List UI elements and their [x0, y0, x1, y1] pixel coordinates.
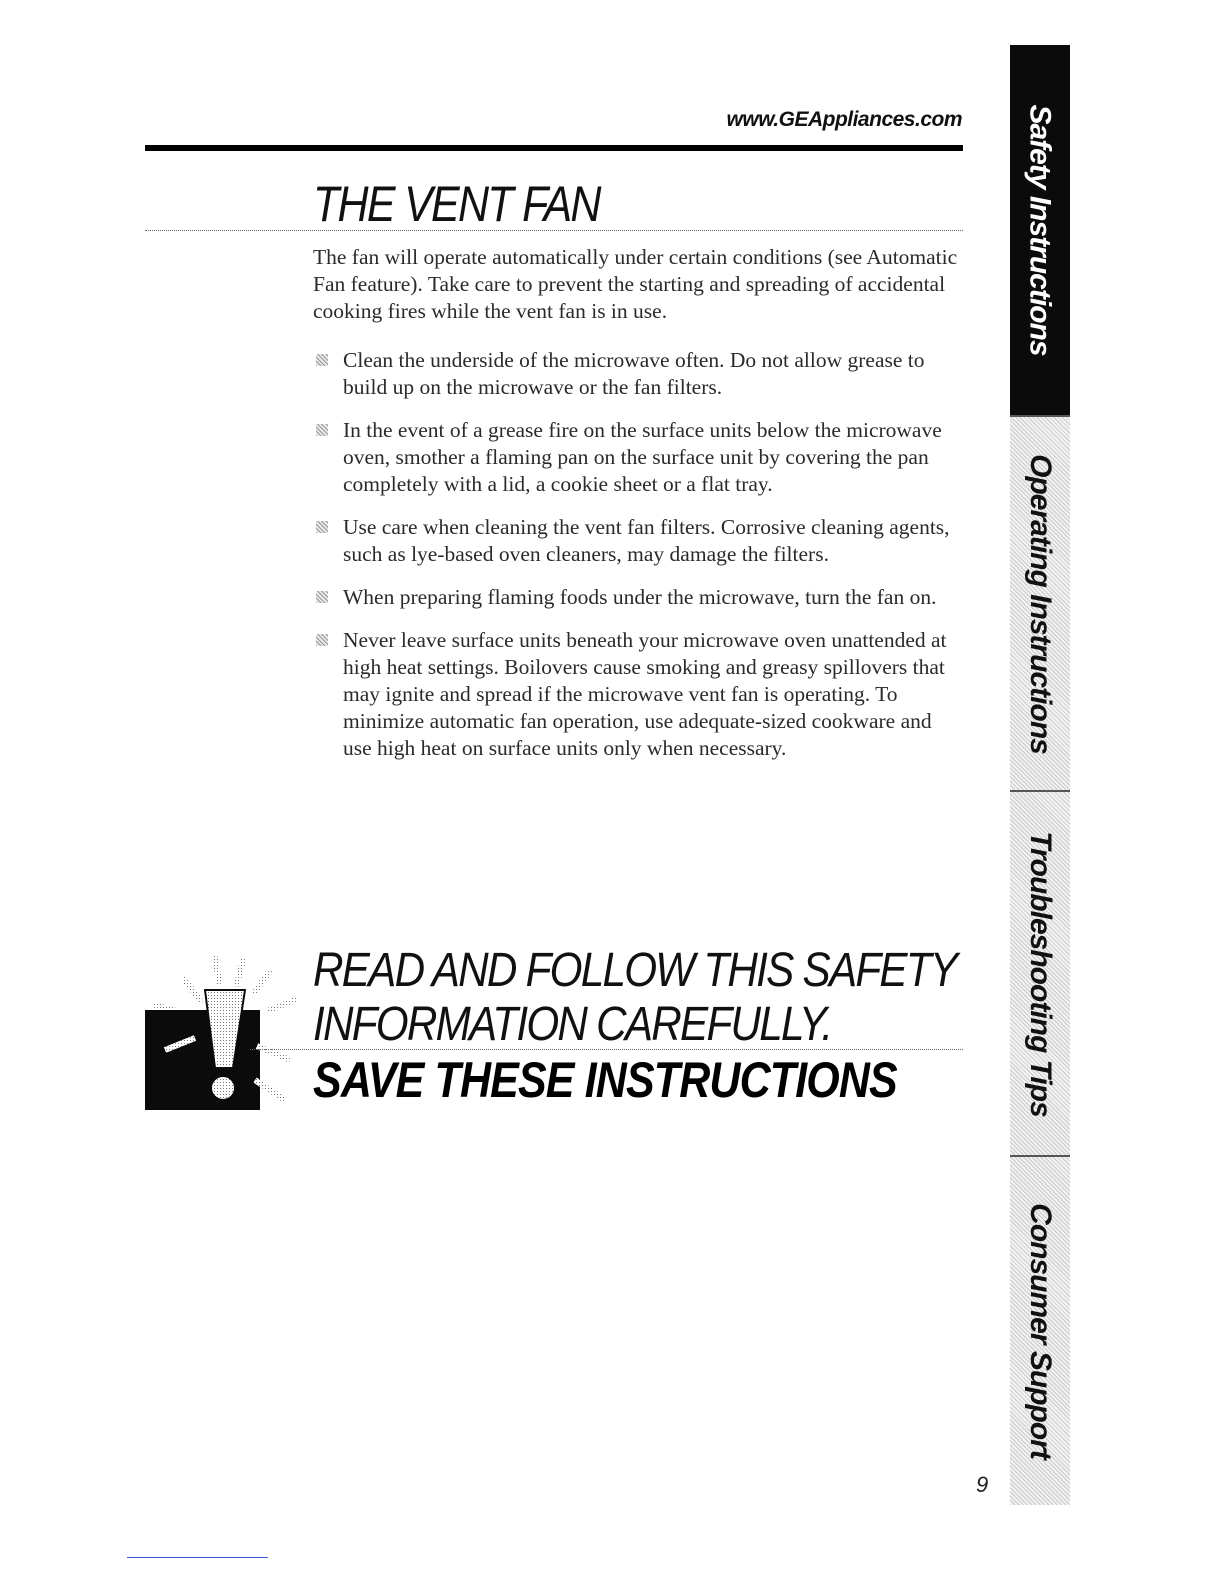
warning-heading-line-2: INFORMATION CAREFULLY. [313, 998, 832, 1051]
tab-label: Operating Instructions [1024, 453, 1058, 754]
bullet-icon [316, 521, 328, 533]
list-item: Clean the underside of the microwave often. Do not allow grease to build up on the microwave or the fan filters. [313, 347, 963, 401]
section-tab-bar [1010, 45, 1070, 1505]
title-divider [145, 230, 963, 231]
bullet-icon [316, 354, 328, 366]
list-item: Never leave surface units beneath your microwave oven unattended at high heat settings. Boilovers cause smoking and greasy spillovers that may ignite and spread if the microwave vent fan is operating. To minimize automatic fan operation, use adequate-sized cookware and use high heat on surface units only when necessary. [313, 627, 963, 762]
tab-label: Troubleshooting Tips [1024, 830, 1057, 1117]
tab-consumer-support[interactable] [1010, 1155, 1070, 1505]
intro-paragraph: The fan will operate automatically under certain conditions (see Automatic Fan feature). Take care to prevent the starting and spreading of accidental cooking fires while the vent fan is in use. [313, 245, 958, 323]
tab-safety-instructions[interactable] [1010, 45, 1070, 415]
exclamation-warning-icon [145, 950, 305, 1110]
header-rule [145, 145, 963, 151]
tab-label: Safety Instructions [1024, 104, 1057, 356]
tab-troubleshooting-tips[interactable] [1010, 790, 1070, 1155]
page-number: 9 [976, 1472, 989, 1497]
safety-bullet-list [313, 347, 963, 778]
site-url[interactable]: www.GEAppliances.com [726, 108, 962, 131]
save-instructions-heading: SAVE THESE INSTRUCTIONS [313, 1052, 897, 1108]
tab-operating-instructions[interactable] [1010, 415, 1070, 790]
bullet-icon [316, 424, 328, 436]
footnote-rule [127, 1557, 268, 1558]
warning-heading-line-1: READ AND FOLLOW THIS SAFETY [313, 944, 957, 997]
bullet-icon [316, 591, 328, 603]
tab-label: Consumer Support [1024, 1203, 1058, 1459]
list-item: When preparing flaming foods under the microwave, turn the fan on. [313, 584, 963, 611]
list-item: Use care when cleaning the vent fan filters. Corrosive cleaning agents, such as lye-based oven cleaners, may damage the filters. [313, 514, 963, 568]
bullet-icon [316, 634, 328, 646]
section-title: THE VENT FAN [313, 176, 600, 232]
warning-divider [250, 1049, 963, 1050]
list-item: In the event of a grease fire on the surface units below the microwave oven, smother a flaming pan on the surface unit by covering the pan completely with a lid, a cookie sheet or a flat tray. [313, 417, 963, 498]
